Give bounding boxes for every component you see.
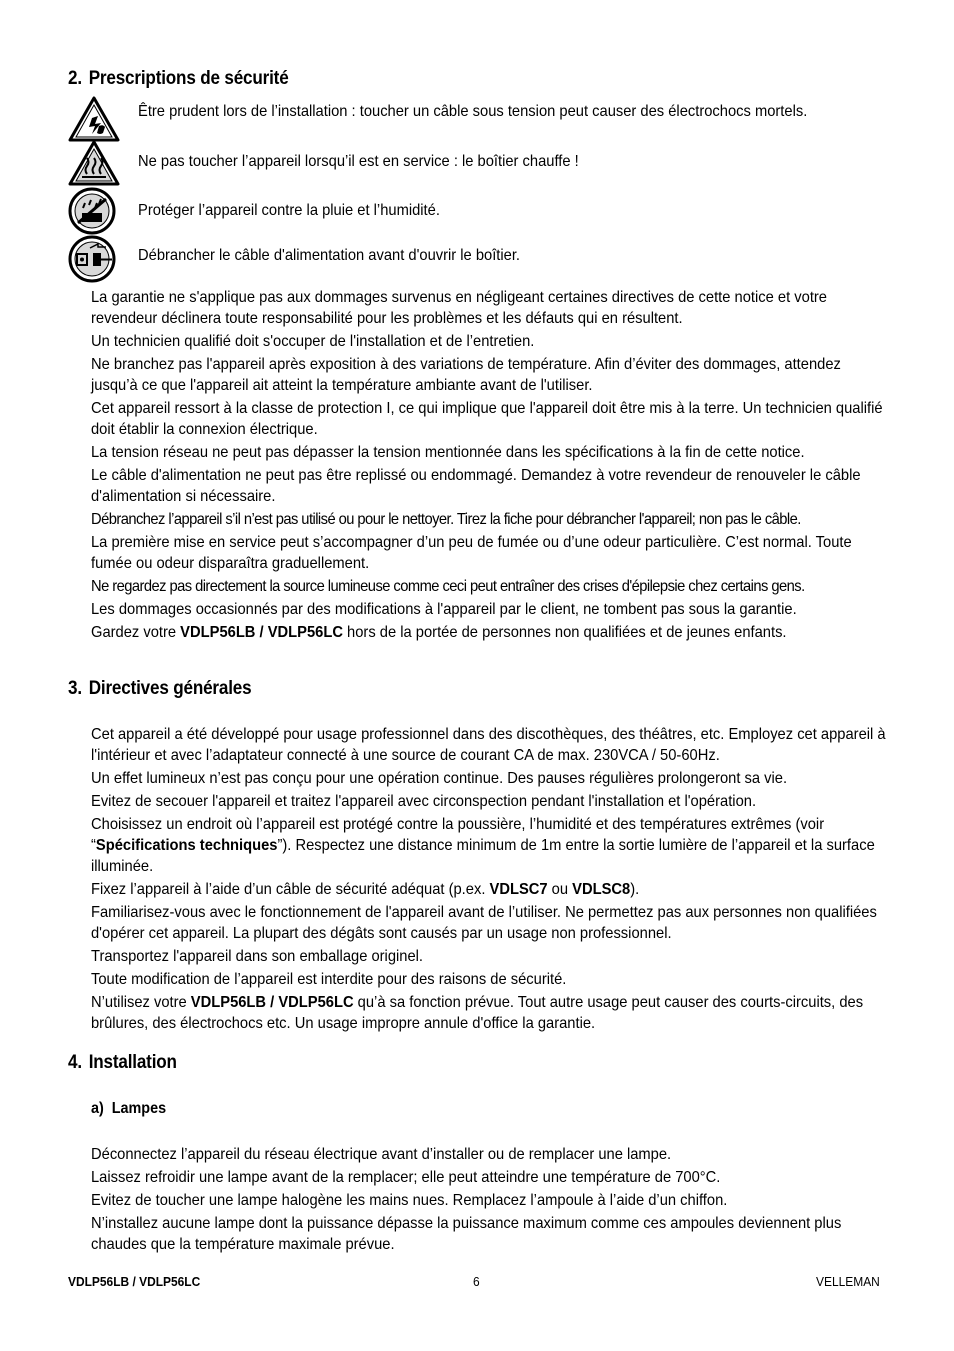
warning-text-hot: Ne pas toucher l’appareil lorsqu’il est en service : le boîtier chauffe ! [138,153,579,170]
paragraph: Un effet lumineux n’est pas conçu pour une opération continue. Des pauses régulières prolongeront sa vie. [91,770,788,787]
section-4-body [91,1144,891,1257]
paragraph: N’installez aucune lampe dont la puissance dépasse la puissance maximum comme ces ampoules deviennent plus chaudes que la température maximale prévue. [91,1215,842,1253]
paragraph [91,879,891,900]
warning-row-unplug [68,235,888,283]
section-3-body [91,724,891,1036]
warning-text-humidity: Protéger l’appareil contre la pluie et l’humidité. [138,202,440,219]
text-run: Choisissez un endroit où l’appareil est protégé contre la poussière, l’humidité et des températures extrêmes (voir “ [91,816,825,854]
text-run: hors de la portée de personnes non qualifiées et de jeunes enfants. [342,624,787,641]
spec-reference: Spécifications techniques [95,837,278,854]
paragraph: Familiarisez-vous avec le fonctionnement de l'appareil avant de l’utiliser. Ne permettez pas aux personnes non qualifiées d'opérer cet appareil. La plupart des dégâts sont causés par un usage non professionnel. [91,904,877,942]
section-2-heading [68,68,289,90]
paragraph: Laissez refroidir une lampe avant de la remplacer; elle peut atteindre une température de 700°C. [91,1169,721,1186]
section-2-title: Prescriptions de sécurité [88,68,289,89]
product-code: VDLSC8 [572,881,631,898]
footer-page-number: 6 [473,1274,480,1289]
model-name: VDLP56LB / VDLP56LC [190,994,354,1011]
section-2-number: 2. [68,68,82,89]
warning-text-electric: Être prudent lors de l’installation : toucher un câble sous tension peut causer des électrochocs mortels. [138,103,808,120]
paragraph: La première mise en service peut s’accompagner d’un peu de fumée ou d’une odeur particulière. C’est normal. Toute fumée ou odeur disparaîtra graduellement. [91,534,852,572]
warning-row-hot [68,140,888,188]
subsection-heading [91,1100,166,1118]
paragraph: Transportez l'appareil dans son emballage originel. [91,948,424,965]
paragraph: Débranchez l’appareil s’il n’est pas utilisé ou pour le nettoyer. Tirez la fiche pour débrancher l'appareil; non pas le câble. [91,511,801,528]
section-4-title: Installation [88,1052,177,1073]
section-3-heading [68,678,251,700]
paragraph: Un technicien qualifié doit s'occuper de l'installation et de l’entretien. [91,333,535,350]
section-3-title: Directives générales [88,678,252,699]
product-code: VDLSC7 [489,881,548,898]
paragraph: Ne branchez pas l'appareil après exposition à des variations de température. Afin d’éviter des dommages, attendez jusqu’à ce que l'appareil ait atteint la température ambiante avant de l'utiliser. [91,356,841,394]
text-run: Gardez votre [91,624,181,641]
text-run: ). [630,881,640,898]
warning-row-humidity [68,187,888,235]
section-3-number: 3. [68,678,82,699]
text-run: N’utilisez votre [91,994,191,1011]
footer-brand: VELLEMAN [816,1274,880,1289]
text-run: Fixez l’appareil à l’aide d’un câble de sécurité adéquat (p.ex. [91,881,490,898]
section-4-number: 4. [68,1052,82,1073]
keep-dry-icon [68,187,120,235]
paragraph: Ne regardez pas directement la source lumineuse comme ceci peut entraîner des crises d'épilepsie chez certains gens. [91,578,805,595]
paragraph: La tension réseau ne peut pas dépasser la tension mentionnée dans les spécifications à la fin de cette notice. [91,444,805,461]
paragraph: Les dommages occasionnés par des modifications à l'appareil par le client, ne tombent pas sous la garantie. [91,601,797,618]
paragraph: Cet appareil ressort à la classe de protection I, ce qui implique que l'appareil doit être mis à la terre. Un technicien qualifié doit établir la connexion électrique. [91,400,883,438]
paragraph: Déconnectez l’appareil du réseau électrique avant d’installer ou de remplacer une lampe. [91,1146,672,1163]
paragraph: La garantie ne s'applique pas aux dommages survenus en négligeant certaines directives de cette notice et votre revendeur déclinera toute responsabilité pour les problèmes et les défauts qui en résultent. [91,289,827,327]
electric-shock-warning-icon [68,96,120,144]
unplug-icon [68,235,120,283]
model-name: VDLP56LB / VDLP56LC [180,624,343,641]
section-4-heading [68,1052,177,1074]
paragraph: Evitez de secouer l'appareil et traitez l'appareil avec circonspection pendant l'installation et l'opération. [91,793,757,810]
text-run: qu’à sa fonction prévue. Tout autre usage peut causer des courts-circuits, des brûlures, des électrochocs etc. Un usage impropre annule d'office la garantie. [91,994,864,1032]
paragraph [91,814,891,877]
paragraph: Evitez de toucher une lampe halogène les mains nues. Remplacez l’ampoule à l’aide d’un chiffon. [91,1192,728,1209]
text-run: ou [547,881,573,898]
subsection-number: a) [91,1100,104,1117]
paragraph [91,992,891,1034]
subsection-title: Lampes [111,1100,167,1117]
text-run: ”). Respectez une distance minimum de 1m entre la sortie lumière de l’appareil et la surface illuminée. [91,837,875,875]
paragraph [91,622,891,643]
footer-model: VDLP56LB / VDLP56LC [68,1274,201,1289]
warning-row-electric [68,96,888,144]
section-2-body [91,287,891,645]
paragraph: Cet appareil a été développé pour usage professionnel dans des discothèques, des théâtres, etc. Employez cet appareil à l'intérieur et avec l’adaptateur connecté à une source de courant CA de max. 230VCA / 50-60Hz. [91,726,886,764]
hot-surface-warning-icon [68,140,120,188]
paragraph: Toute modification de l’appareil est interdite pour des raisons de sécurité. [91,971,567,988]
paragraph: Le câble d'alimentation ne peut pas être replissé ou endommagé. Demandez à votre revendeur de renouveler le câble d'alimentation si nécessaire. [91,467,861,505]
warning-text-unplug: Débrancher le câble d'alimentation avant d'ouvrir le boîtier. [138,247,521,264]
